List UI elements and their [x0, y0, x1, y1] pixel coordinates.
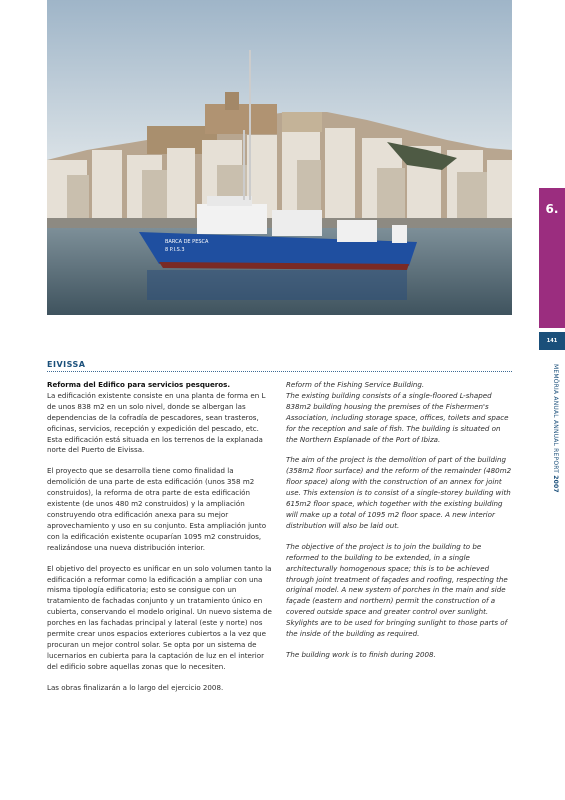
es-heading: Reforma del Edifico para servicios pesqueros. — [47, 380, 231, 389]
es-paragraph-3: El objetivo del proyecto es unificar en un solo volumen tanto la edificación a reformar como la edificación a ampliar con una misma tipología edificatoria; esto se consigue con un tratamiento de fachadas conjunto y un tratamiento único en cubierta, conservando el modelo original. Un nuevo sistema de porches en las fachadas principal y lateral (este y norte) nos permite crear unos espacios exteriores cubiertos a la vez que procuran un mejor control solar. Se opta por un sistema de lucernarios en cubierta para la captación de luz en el interior del edificio sobre aquellas zonas que lo necesiten. — [47, 563, 272, 671]
es-paragraph-2: El proyecto que se desarrolla tiene como finalidad la demolición de una parte de esta edificación (unos 358 m2 construidos), la reforma de otra parte de esta edificación existente (de unos 480 m2 construidos) y la ampliación construyendo otra edificación anexa para su mejor aprovechamiento y uso en su conjunto. Esta ampliación junto con la edificación existente ocuparían 1095 m2 construidos, realizándose una nueva distribución interior. — [47, 466, 267, 552]
page-number: 141 — [546, 338, 558, 344]
section-divider — [47, 371, 512, 372]
chapter-number: 6. — [545, 202, 559, 216]
es-paragraph-1: La edificación existente consiste en una planta de forma en L de unos 838 m2 en un solo nivel, donde se albergan las dependencias de la cofradía de pescadores, sean trasteros, oficinas, servicios, recepción y expedición del pescado, etc. Esta edificación está situada en los terrenos de la explanada norte del Puerto de Eivissa. — [47, 390, 266, 455]
en-paragraph-3: The objective of the project is to join the building to be reformed to the building to be extended, in a single architecturally homogenous space; this is to be achieved through joint treatment of façades and roofing, respecting the original model. A new system of porches in the main and side façade (eastern and northern) permit the construction of a covered outside space and greater control over sunlight. Skylights are to be used for bringing sunlight to those parts of the inside of the building as required. — [286, 541, 508, 639]
report-title-vertical — [547, 364, 559, 514]
chapter-tab — [539, 188, 565, 328]
en-heading: Reform of the Fishing Service Building. — [286, 380, 425, 389]
english-column — [286, 380, 512, 671]
harbour-photo — [47, 0, 512, 315]
es-paragraph-4: Las obras finalizarán a lo largo del ejercicio 2008. — [47, 682, 224, 692]
en-paragraph-1: The existing building consists of a single-floored L-shaped 838m2 building housing the premises of the Fishermen's Association, including storage space, offices, toilets and space for the reception and sale of fish. The building is situated on the Northern Esplanade of the Port of Ibiza. — [286, 390, 509, 444]
en-paragraph-4: The building work is to finish during 2008. — [286, 649, 436, 659]
section-title: EIVISSA — [47, 360, 86, 369]
spanish-column — [47, 380, 273, 704]
report-title: MEMÒRIA ANUAL ANNUAL REPORT — [552, 364, 559, 474]
boat-name-text: BARCA DE PESCA — [165, 239, 209, 245]
boat-reg-text: 8 P.I.S.3 — [165, 247, 185, 253]
page-number-tab — [539, 332, 565, 350]
report-year: 2007 — [552, 475, 559, 493]
en-paragraph-2: The aim of the project is the demolition of part of the building (358m2 floor surface) and the reform of the remainder (480m2 floor space) along with the construction of an annex for joint use. This extension is to consist of a single-storey building with 615m2 floor space, which together with the existing building will make up a total of 1095 m2 floor space. A new interior distribution will also be laid out. — [286, 455, 512, 530]
